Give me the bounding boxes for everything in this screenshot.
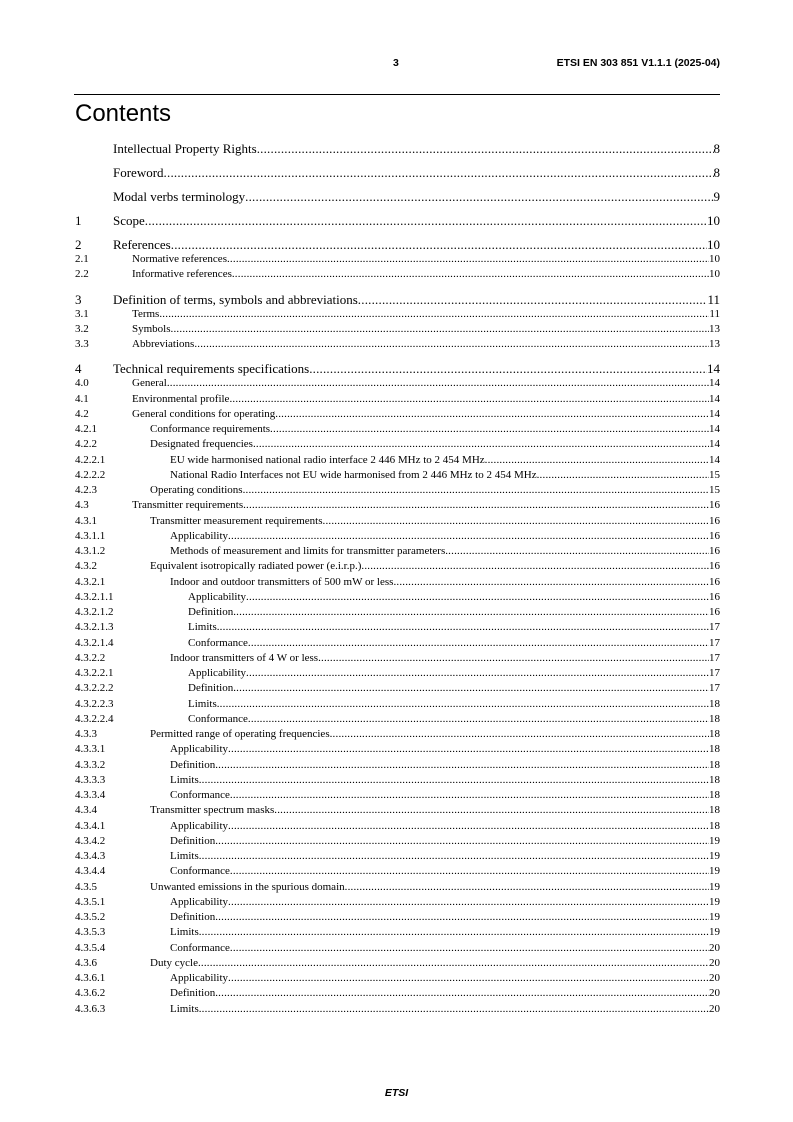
toc-dot-leader — [145, 213, 707, 228]
toc-entry-page: 20 — [709, 972, 720, 984]
toc-entry-page: 19 — [709, 834, 720, 847]
toc-dot-leader — [171, 322, 709, 337]
toc-dot-leader — [229, 392, 709, 407]
toc-entry-title: Modal verbs terminology — [113, 189, 246, 204]
toc-entry[interactable]: 4.3.2.1.3 Limits ..... 17 — [75, 620, 720, 635]
toc-entry-title: Duty cycle — [150, 956, 198, 969]
toc-entry-title: Conformance — [188, 636, 248, 649]
toc-entry-page: 14 — [709, 423, 720, 435]
toc-entry[interactable]: 3.1 Terms ..... 11 — [75, 307, 720, 322]
toc-dot-leader — [323, 514, 710, 529]
toc-dot-leader — [358, 292, 708, 307]
toc-entry-page: 11 — [707, 291, 720, 307]
toc-entry-page: 18 — [709, 743, 720, 756]
toc-entry[interactable]: 4.3.3.2 Definition ..... 18 — [75, 758, 720, 773]
toc-entry[interactable]: 4.3.5 Unwanted emissions in the spurious domain ..... 19 — [75, 880, 720, 895]
toc-entry[interactable]: 4.2.3 Operating conditions ..... 15 — [75, 483, 720, 498]
toc-entry[interactable]: 4.0 General ..... 14 — [75, 376, 720, 391]
toc-entry-number: 1 — [75, 213, 82, 228]
toc-entry[interactable]: 4.3.2.2.2 Definition ..... 17 — [75, 681, 720, 696]
toc-dot-leader — [309, 361, 707, 376]
toc-entry-title: Definition — [170, 911, 216, 923]
header-document-id: ETSI EN 303 851 V1.1.1 (2025-04) — [556, 57, 720, 69]
toc-entry-page: 19 — [709, 926, 720, 939]
toc-entry[interactable] — [75, 237, 720, 252]
toc-dot-leader — [361, 559, 709, 574]
toc-dot-leader — [228, 742, 709, 757]
toc-entry-title: Environmental profile — [132, 392, 230, 405]
toc-entry-page: 10 — [707, 213, 720, 228]
toc-entry-title: Technical requirements specifications — [113, 361, 310, 377]
toc-entry-page: 10 — [709, 268, 720, 281]
toc-entry-title: References — [113, 237, 171, 252]
toc-dot-leader — [228, 529, 709, 544]
toc-entry-page: 17 — [709, 682, 720, 695]
toc-entry-title: National Radio Interfaces not EU wide harmonised from 2 446 MHz to 2 454 MHz — [170, 468, 537, 481]
toc-entry-page: 20 — [709, 941, 720, 954]
toc-dot-leader — [198, 956, 709, 971]
toc-entry-title: Equivalent isotropically radiated power (e.i.r.p.) — [150, 560, 362, 573]
toc-entry-page: 18 — [709, 804, 720, 817]
toc-entry-title: Operating conditions — [150, 484, 243, 496]
toc-dot-leader — [215, 758, 709, 773]
toc-dot-leader — [253, 437, 709, 452]
toc-entry[interactable]: 4.3.6.2 Definition ..... 20 — [75, 986, 720, 1001]
toc-dot-leader — [232, 267, 709, 282]
toc-entry-title: Conformance — [170, 789, 230, 801]
toc-entry[interactable]: 4.3.4.2 Definition ..... 19 — [75, 834, 720, 849]
toc-entry-title: Applicability — [170, 972, 229, 984]
toc-entry-page: 17 — [709, 621, 720, 634]
toc-entry-page: 18 — [709, 758, 720, 771]
toc-entry[interactable]: 4.1 Environmental profile ..... 14 — [75, 392, 720, 407]
toc-entry[interactable]: 4.2 General conditions for operating ..... 14 — [75, 407, 720, 422]
toc-entry-title: Applicability — [170, 743, 229, 756]
toc-entry-page: 18 — [709, 789, 720, 801]
toc-entry[interactable]: 4.3.1 Transmitter measurement requirements ..... 16 — [75, 514, 720, 529]
toc-dot-leader — [445, 544, 709, 559]
toc-entry[interactable]: 4.3.2 Equivalent isotropically radiated power (e.i.r.p.) ..... 16 — [75, 559, 720, 574]
toc-entry[interactable]: 4.3.5.4 Conformance ..... 20 — [75, 941, 720, 956]
toc-entry[interactable]: 2.1 Normative references ..... 10 — [75, 252, 720, 267]
toc-entry-title: General conditions for operating — [132, 407, 276, 420]
toc-dot-leader — [171, 237, 707, 252]
toc-dot-leader — [217, 620, 709, 635]
toc-entry-page: 15 — [709, 468, 720, 481]
toc-entry-title: Definition — [170, 834, 216, 847]
toc-entry[interactable]: 4.3.3.3 Limits ..... 18 — [75, 773, 720, 788]
toc-entry[interactable]: 4.3.4.4 Conformance ..... 19 — [75, 864, 720, 879]
toc-dot-leader — [248, 636, 709, 651]
toc-entry[interactable]: 4.3.3 Permitted range of operating frequencies ..... 18 — [75, 727, 720, 742]
toc-entry-title: Transmitter requirements — [132, 499, 244, 512]
toc-entry-page: 14 — [709, 407, 720, 420]
toc-dot-leader — [199, 1002, 709, 1017]
toc-entry-title: Terms — [132, 307, 160, 320]
toc-dot-leader — [215, 910, 709, 925]
toc-dot-leader — [257, 141, 714, 156]
toc-entry[interactable]: 3.3 Abbreviations ..... 13 — [75, 337, 720, 352]
toc-dot-leader — [215, 834, 709, 849]
toc-entry-page: 16 — [709, 545, 720, 557]
toc-entry-page: 10 — [707, 237, 720, 252]
toc-entry[interactable]: 4.3.3.1 Applicability ..... 18 — [75, 742, 720, 757]
toc-entry-page: 20 — [709, 956, 720, 969]
toc-entry[interactable]: 4.3.2.2.3 Limits ..... 18 — [75, 697, 720, 712]
toc-entry-title: Limits — [170, 850, 199, 862]
toc-dot-leader — [537, 468, 709, 483]
toc-entry-title: EU wide harmonised national radio interface 2 446 MHz to 2 454 MHz — [170, 453, 485, 466]
toc-entry[interactable] — [75, 189, 720, 204]
toc-entry-page: 16 — [709, 529, 720, 542]
toc-entry[interactable]: 4.2.2.1 EU wide harmonised national radio interface 2 446 MHz to 2 454 MHz ..... 14 — [75, 453, 720, 468]
toc-entry-title: Permitted range of operating frequencies — [150, 728, 330, 740]
toc-entry-page: 19 — [709, 895, 720, 908]
toc-entry-title: Applicability — [188, 667, 247, 679]
toc-entry[interactable]: 4.3.2.1.4 Conformance ..... 17 — [75, 636, 720, 651]
toc-entry-page: 14 — [707, 361, 720, 377]
toc-entry-number: 4 — [75, 361, 82, 377]
toc-dot-leader — [246, 590, 709, 605]
toc-entry-number: 2 — [75, 237, 82, 252]
toc-entry-page: 17 — [709, 667, 720, 679]
toc-entry-title: Symbols — [132, 322, 171, 335]
toc-entry-title: Limits — [170, 773, 199, 786]
toc-entry[interactable] — [75, 292, 720, 307]
toc-entry-title: Applicability — [170, 819, 229, 832]
toc-entry-title: Indoor transmitters of 4 W or less — [170, 651, 319, 664]
toc-entry-title: Limits — [188, 697, 217, 710]
toc-entry[interactable] — [75, 165, 720, 180]
toc-entry-page: 16 — [709, 606, 720, 618]
toc-entry-page: 18 — [709, 712, 720, 725]
toc-entry-page: 9 — [713, 189, 720, 204]
toc-entry[interactable]: 4.3.4.3 Limits ..... 19 — [75, 849, 720, 864]
toc-dot-leader — [228, 971, 709, 986]
toc-entry-page: 14 — [709, 377, 720, 390]
toc-entry[interactable]: 4.3.2.2 Indoor transmitters of 4 W or less ..... 17 — [75, 651, 720, 666]
toc-dot-leader — [270, 422, 709, 437]
toc-entry-page: 11 — [709, 307, 720, 320]
toc-entry-page: 17 — [709, 651, 720, 664]
toc-entry[interactable] — [75, 361, 720, 376]
toc-dot-leader — [233, 681, 709, 696]
toc-entry-page: 19 — [709, 850, 720, 862]
toc-dot-leader — [485, 453, 709, 468]
toc-dot-leader — [199, 773, 709, 788]
toc-dot-leader — [274, 803, 709, 818]
toc-entry-title: Abbreviations — [132, 338, 195, 350]
toc-dot-leader — [230, 941, 709, 956]
toc-entry-page: 18 — [709, 697, 720, 710]
toc-entry[interactable]: 4.3.6.1 Applicability ..... 20 — [75, 971, 720, 986]
toc-entry[interactable]: 4.3.4 Transmitter spectrum masks ..... 18 — [75, 803, 720, 818]
toc-entry[interactable]: 2.2 Informative references ..... 10 — [75, 267, 720, 282]
toc-dot-leader — [230, 788, 709, 803]
toc-entry-title: Conformance requirements — [150, 423, 271, 435]
toc-entry-title: Limits — [188, 621, 217, 634]
toc-entry-title: Definition of terms, symbols and abbreviations — [113, 291, 358, 307]
toc-entry-title: Designated frequencies — [150, 438, 253, 451]
toc-dot-leader — [228, 819, 709, 834]
toc-entry-title: Applicability — [170, 529, 229, 542]
toc-entry-title: Methods of measurement and limits for transmitter parameters — [170, 545, 446, 557]
toc-entry[interactable]: 4.2.2.2 National Radio Interfaces not EU wide harmonised from 2 446 MHz to 2 454 MHz ..... 15 — [75, 468, 720, 483]
toc-entry-title: Scope — [113, 213, 145, 228]
toc-entry-title: Applicability — [188, 590, 247, 603]
toc-entry-page: 14 — [709, 453, 720, 466]
toc-entry-page: 16 — [709, 575, 720, 588]
toc-entry-page: 14 — [709, 438, 720, 451]
toc-entry[interactable]: 4.3.5.1 Applicability ..... 19 — [75, 895, 720, 910]
toc-dot-leader — [199, 925, 709, 940]
toc-entry-title: General — [132, 377, 167, 390]
toc-dot-leader — [215, 986, 709, 1001]
header-page-number: 3 — [393, 57, 399, 69]
toc-entry-page: 20 — [709, 1002, 720, 1015]
toc-entry[interactable]: 4.3.3.4 Conformance ..... 18 — [75, 788, 720, 803]
toc-entry-page: 10 — [709, 253, 720, 265]
toc-entry-page: 18 — [709, 819, 720, 832]
toc-entry-title: Foreword — [113, 165, 164, 180]
toc-entry-title: Applicability — [170, 895, 229, 908]
toc-entry[interactable]: 4.3.2.2.4 Conformance ..... 18 — [75, 712, 720, 727]
toc-dot-leader — [275, 407, 709, 422]
toc-dot-leader — [393, 575, 709, 590]
header-rule — [74, 94, 720, 95]
toc-entry-page: 18 — [709, 728, 720, 740]
toc-dot-leader — [248, 712, 709, 727]
toc-dot-leader — [167, 376, 709, 391]
toc-entry[interactable]: 4.3.4.1 Applicability ..... 18 — [75, 819, 720, 834]
toc-entry-page: 18 — [709, 773, 720, 786]
toc-entry-page: 17 — [709, 636, 720, 649]
toc-entry[interactable]: 4.2.1 Conformance requirements ..... 14 — [75, 422, 720, 437]
toc-entry[interactable]: 4.3.6.3 Limits ..... 20 — [75, 1002, 720, 1017]
toc-entry-title: Conformance — [188, 712, 248, 725]
toc-entry-title: Informative references — [132, 268, 232, 281]
toc-entry-title: Transmitter spectrum masks — [150, 804, 275, 817]
toc-entry-title: Definition — [188, 682, 234, 695]
toc-entry-page: 19 — [709, 911, 720, 923]
toc-entry[interactable]: 4.3.5.3 Limits ..... 19 — [75, 925, 720, 940]
toc-entry-page: 16 — [709, 590, 720, 603]
toc-entry[interactable]: 4.3.2.1.1 Applicability ..... 16 — [75, 590, 720, 605]
toc-entry-title: Limits — [170, 1002, 199, 1015]
toc-dot-leader — [159, 307, 709, 322]
footer-publisher: ETSI — [384, 1087, 409, 1099]
toc-entry-page: 8 — [713, 141, 720, 156]
toc-dot-leader — [233, 605, 709, 620]
toc-entry-title: Conformance — [170, 941, 230, 954]
toc-entry-title: Definition — [188, 606, 234, 618]
toc-entry[interactable]: 3.2 Symbols ..... 13 — [75, 322, 720, 337]
toc-entry[interactable]: 4.3.1.1 Applicability ..... 16 — [75, 529, 720, 544]
toc-dot-leader — [217, 697, 709, 712]
toc-dot-leader — [230, 864, 709, 879]
toc-entry[interactable]: 4.3.5.2 Definition ..... 19 — [75, 910, 720, 925]
toc-entry-title: Unwanted emissions in the spurious domain — [150, 880, 345, 893]
toc-entry[interactable]: 4.3 Transmitter requirements ..... 16 — [75, 498, 720, 513]
table-of-contents — [75, 141, 720, 1017]
toc-entry[interactable]: 4.3.2.1 Indoor and outdoor transmitters of 500 mW or less ..... 16 — [75, 575, 720, 590]
toc-entry-page: 16 — [709, 514, 720, 527]
toc-entry[interactable]: 4.2.2 Designated frequencies ..... 14 — [75, 437, 720, 452]
toc-entry-page: 13 — [709, 322, 720, 335]
toc-entry-page: 16 — [709, 499, 720, 512]
toc-entry-page: 14 — [709, 392, 720, 405]
toc-dot-leader — [330, 727, 709, 742]
toc-entry-page: 19 — [709, 865, 720, 878]
toc-entry-title: Normative references — [132, 253, 227, 265]
toc-entry[interactable]: 4.3.2.2.1 Applicability ..... 17 — [75, 666, 720, 681]
toc-entry-page: 15 — [709, 484, 720, 496]
toc-dot-leader — [199, 849, 709, 864]
toc-dot-leader — [227, 252, 709, 267]
toc-dot-leader — [243, 498, 709, 513]
toc-dot-leader — [318, 651, 709, 666]
toc-entry-page: 13 — [709, 338, 720, 350]
toc-dot-leader — [243, 483, 709, 498]
toc-entry-title: Definition — [170, 758, 216, 771]
toc-entry[interactable] — [75, 141, 720, 156]
toc-entry-number: 3 — [75, 291, 82, 307]
toc-entry-page: 16 — [709, 560, 720, 573]
toc-entry[interactable] — [75, 213, 720, 228]
toc-dot-leader — [245, 189, 713, 204]
toc-entry-title: Indoor and outdoor transmitters of 500 mW or less — [170, 575, 394, 588]
toc-entry-page: 19 — [709, 880, 720, 893]
toc-entry-title: Conformance — [170, 865, 230, 878]
toc-dot-leader — [246, 666, 709, 681]
toc-entry[interactable]: 4.3.1.2 Methods of measurement and limits for transmitter parameters ..... 16 — [75, 544, 720, 559]
toc-dot-leader — [228, 895, 709, 910]
toc-entry-title: Limits — [170, 926, 199, 939]
toc-dot-leader — [164, 165, 714, 180]
page-title: Contents — [75, 100, 172, 127]
toc-entry-title: Intellectual Property Rights — [113, 141, 257, 156]
toc-entry-title: Definition — [170, 987, 216, 1000]
toc-entry[interactable]: 4.3.6 Duty cycle ..... 20 — [75, 956, 720, 971]
toc-entry[interactable]: 4.3.2.1.2 Definition ..... 16 — [75, 605, 720, 620]
toc-dot-leader — [345, 880, 709, 895]
toc-dot-leader — [194, 337, 709, 352]
toc-entry-page: 8 — [713, 165, 720, 180]
toc-entry-page: 20 — [709, 987, 720, 1000]
toc-entry-title: Transmitter measurement requirements — [150, 514, 323, 527]
